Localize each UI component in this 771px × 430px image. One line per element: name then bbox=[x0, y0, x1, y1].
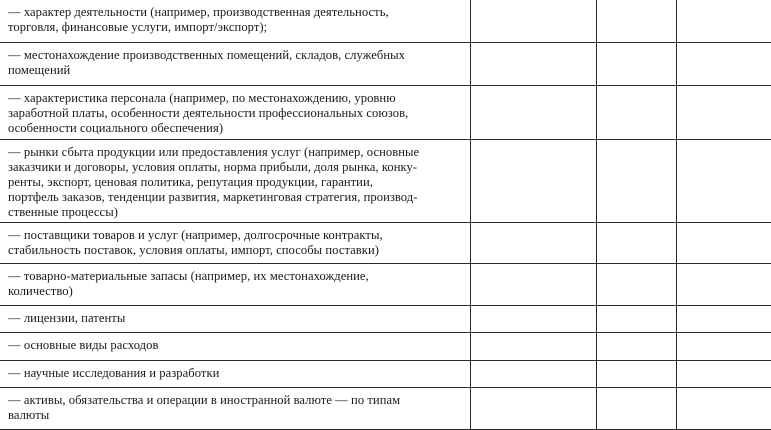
empty-cell bbox=[676, 263, 771, 305]
row-text: — лицензии, патенты bbox=[8, 310, 126, 325]
table-row bbox=[0, 42, 771, 85]
description-cell bbox=[0, 332, 470, 360]
description-cell bbox=[0, 360, 470, 387]
row-text: — местонахождение производственных помещений, складов, служебных помещений bbox=[8, 47, 405, 77]
empty-cell bbox=[596, 332, 676, 360]
empty-cell bbox=[596, 305, 676, 332]
empty-cell bbox=[676, 332, 771, 360]
row-text: — характер деятельности (например, производственная деятельность, торговля, финансовые услуги, импорт/экспорт); bbox=[8, 5, 389, 35]
empty-cell bbox=[470, 332, 596, 360]
empty-cell bbox=[676, 42, 771, 85]
row-text: — поставщики товаров и услуг (например, долгосрочные контракты, стабильность поставок, условия оплаты, импорт, способы поставки) bbox=[8, 227, 383, 257]
empty-cell bbox=[470, 360, 596, 387]
empty-cell bbox=[470, 387, 596, 429]
table-row bbox=[0, 222, 771, 263]
description-cell bbox=[0, 85, 470, 139]
row-text: — основные виды расходов bbox=[8, 337, 159, 352]
empty-cell bbox=[596, 139, 676, 222]
empty-cell bbox=[470, 42, 596, 85]
empty-cell bbox=[470, 263, 596, 305]
empty-cell bbox=[470, 305, 596, 332]
description-cell bbox=[0, 42, 470, 85]
empty-cell bbox=[470, 85, 596, 139]
row-text: — активы, обязательства и операции в иностранной валюте — по типам валюты bbox=[8, 392, 401, 422]
table-row bbox=[0, 387, 771, 429]
empty-cell bbox=[676, 85, 771, 139]
empty-cell bbox=[676, 305, 771, 332]
empty-cell bbox=[596, 360, 676, 387]
table-row bbox=[0, 263, 771, 305]
table-row bbox=[0, 360, 771, 387]
empty-cell bbox=[596, 387, 676, 429]
description-cell bbox=[0, 305, 470, 332]
empty-cell bbox=[596, 222, 676, 263]
empty-cell bbox=[676, 360, 771, 387]
empty-cell bbox=[596, 0, 676, 42]
empty-cell bbox=[676, 222, 771, 263]
table-row bbox=[0, 0, 771, 42]
row-text: — характеристика персонала (например, по местонахождению, уровню заработной платы, особенности деятельности профессиональных союзов, особенности социального обеспечения) bbox=[8, 90, 409, 135]
description-cell bbox=[0, 222, 470, 263]
empty-cell bbox=[470, 139, 596, 222]
empty-cell bbox=[596, 263, 676, 305]
row-text: — научные исследования и разработки bbox=[8, 365, 220, 380]
empty-cell bbox=[676, 139, 771, 222]
empty-cell bbox=[596, 42, 676, 85]
table-row bbox=[0, 332, 771, 360]
description-cell bbox=[0, 0, 470, 42]
empty-cell bbox=[470, 0, 596, 42]
empty-cell bbox=[676, 0, 771, 42]
empty-cell bbox=[470, 222, 596, 263]
row-text: — рынки сбыта продукции или предоставления услуг (например, основные заказчики и договоры, условия оплаты, норма прибыли, доля рынка, конку- ренты, экспорт, ценовая политика, репутация продукции, гарантии, портфель заказов, тенденции развития, маркетинговая стратегия, производ- ственные процессы) bbox=[8, 144, 420, 220]
description-cell bbox=[0, 139, 470, 222]
table-row bbox=[0, 139, 771, 222]
description-cell bbox=[0, 263, 470, 305]
empty-cell bbox=[676, 387, 771, 429]
row-text: — товарно-материальные запасы (например, их местонахождение, количество) bbox=[8, 268, 369, 298]
description-cell bbox=[0, 387, 470, 429]
table-row bbox=[0, 305, 771, 332]
table-row bbox=[0, 85, 771, 139]
empty-cell bbox=[596, 85, 676, 139]
